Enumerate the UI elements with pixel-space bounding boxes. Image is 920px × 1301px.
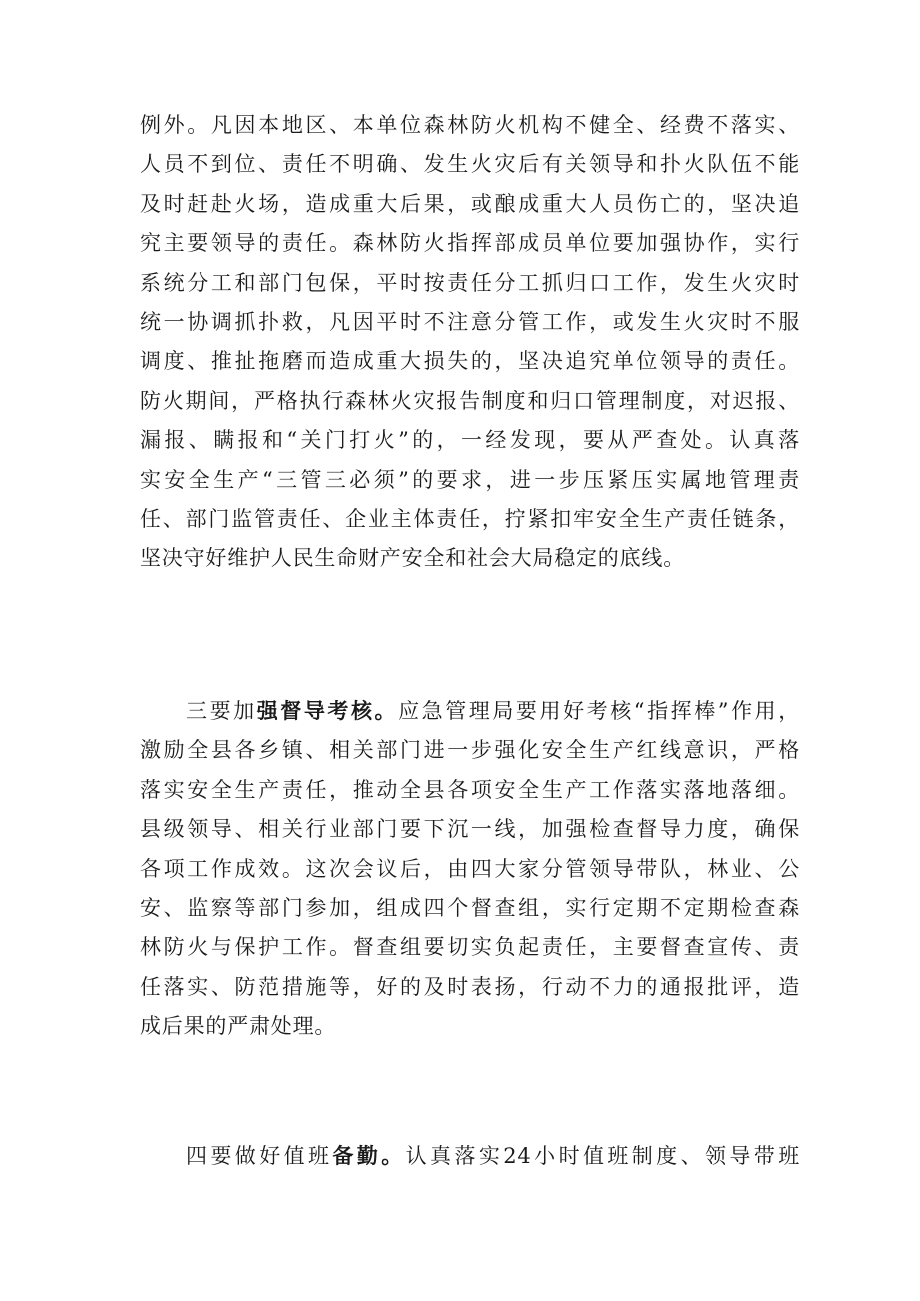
paragraph-duty bbox=[140, 1137, 800, 1176]
text-line-first bbox=[140, 692, 800, 731]
text-line: 林防火与保护工作。督查组要切实负起责任，主要督查宣传、责 bbox=[140, 935, 800, 960]
text-line: 人员不到位、责任不明确、发生火灾后有关领导和扑火队伍不能 bbox=[140, 152, 800, 177]
text-line: 任落实、防范措施等，好的及时表扬，行动不力的通报批评，造 bbox=[140, 974, 800, 999]
text-line: 成后果的严肃处理。 bbox=[140, 1014, 337, 1039]
lead-rest-text: 认真落实24小时值班制度、领导带班 bbox=[405, 1144, 800, 1168]
paragraph-accountability bbox=[140, 106, 800, 579]
text-line: 安、监察等部门参加，组成四个督查组，实行定期不定期检查森 bbox=[140, 896, 800, 921]
text-line: 例外。凡因本地区、本单位森林防火机构不健全、经费不落实、 bbox=[140, 113, 800, 137]
lead-rest-text: 应急管理局要用好考核“指挥棒”作用， bbox=[398, 699, 800, 723]
lead-text: 四要做好值班 bbox=[186, 1144, 333, 1168]
lead-text: 三要加 bbox=[186, 699, 257, 723]
text-line: 坚决守好维护人民生命财产安全和社会大局稳定的底线。 bbox=[140, 546, 685, 571]
text-line: 系统分工和部门包保，平时按责任分工抓归口工作，发生火灾时 bbox=[140, 270, 800, 295]
text-line: 实安全生产“三管三必须”的要求，进一步压紧压实属地管理责 bbox=[140, 467, 800, 492]
section-heading-bold: 强督导考核。 bbox=[256, 699, 399, 723]
text-line: 及时赶赴火场，造成重大后果，或酿成重大人员伤亡的，坚决追 bbox=[140, 191, 800, 216]
paragraph-supervision bbox=[140, 692, 800, 1047]
text-line: 究主要领导的责任。森林防火指挥部成员单位要加强协作，实行 bbox=[140, 231, 800, 256]
text-line: 各项工作成效。这次会议后，由四大家分管领导带队，林业、公 bbox=[140, 856, 800, 881]
text-line: 调度、推扯拖磨而造成重大损失的，坚决追究单位领导的责任。 bbox=[140, 349, 800, 374]
text-line: 落实安全生产责任，推动全县各项安全生产工作落实落地落细。 bbox=[140, 777, 800, 802]
text-line: 漏报、瞒报和“关门打火”的，一经发现，要从严查处。认真落 bbox=[140, 428, 800, 453]
text-line: 统一协调抓扑救，凡因平时不注意分管工作，或发生火灾时不服 bbox=[140, 310, 800, 335]
text-line: 防火期间，严格执行森林火灾报告制度和归口管理制度，对迟报、 bbox=[140, 388, 800, 413]
text-line: 县级领导、相关行业部门要下沉一线，加强检查督导力度，确保 bbox=[140, 817, 800, 842]
text-line: 任、部门监管责任、企业主体责任，拧紧扣牢安全生产责任链条， bbox=[140, 507, 800, 532]
text-line-first bbox=[140, 1137, 800, 1176]
section-heading-bold: 备勤。 bbox=[332, 1144, 406, 1168]
text-line: 激励全县各乡镇、相关部门进一步强化安全生产红线意识，严格 bbox=[140, 738, 800, 763]
